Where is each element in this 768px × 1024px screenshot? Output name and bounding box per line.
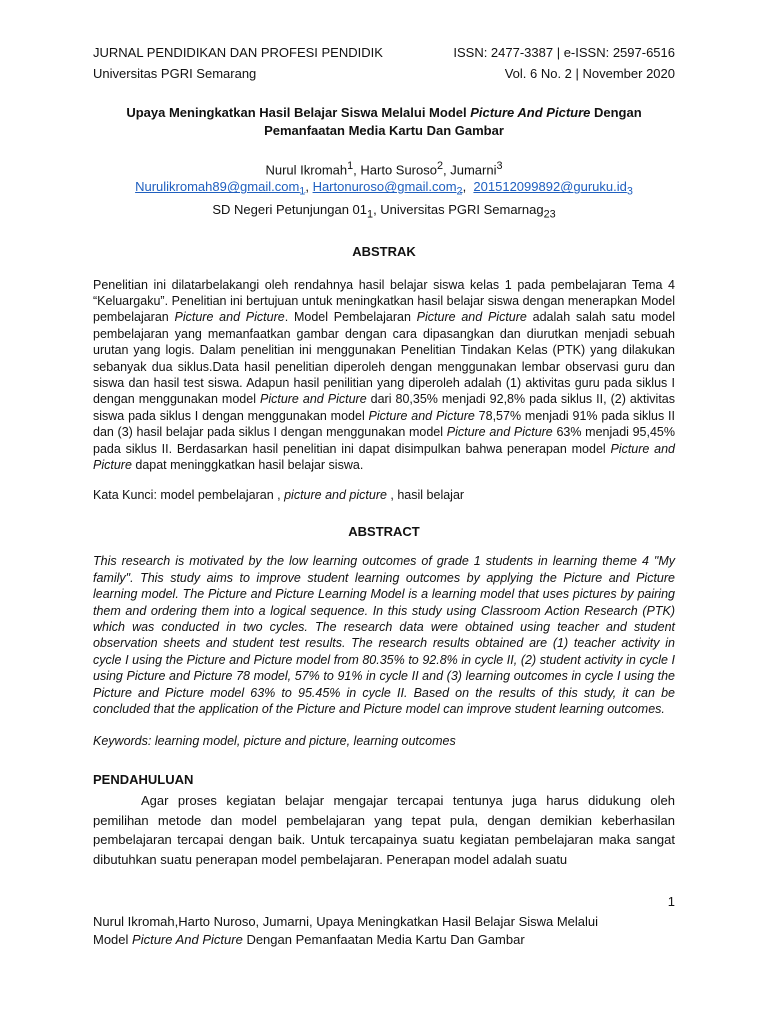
email-link-2[interactable]: Hartonuroso@gmail.com$_2$ (312, 179, 463, 198)
pendahuluan-heading: PENDAHULUAN (93, 772, 194, 788)
email-link-3[interactable]: $201512099892@guruku.id_3$ (473, 179, 633, 198)
author-sup: 2 (436, 160, 444, 172)
abstract-text: This research is motivated by the low learning outcomes of grade 1 students in learning theme 4 "My family". This study aims to improve student learning outcomes by applying the Picture and Picture learning model. The Picture and Picture Learning Model is a learning model that uses pictures by pairing them and ordering them into a logical sequence. In this study using Classroom Action Research (PTK) which was conducted in two cycles. The research data were obtained using teacher and student observation sheets and student test results. The research results obtained are (1) teacher activity in cycle I using the Picture and Picture model from 80.35% to 92.8% in cycle II, (2) student activity in cycle I using Picture and Picture 78 model, 57% to 91% in cycle II and (3) learning outcomes in cycle I using the Picture and Picture model 63% to 95.45% in cycle II. Based on the results of this study, it can be concluded that the application of the Picture and Picture model can improve student learning outcomes. (93, 554, 675, 717)
page (93, 0, 675, 869)
email-link-1[interactable]: Nurulikromah89@gmail.com$_1$ (135, 179, 306, 198)
title-line-2: Pemanfaatan Media Kartu Dan Gambar (264, 123, 504, 138)
pendahuluan-text: Agar proses kegiatan belajar mengajar tercapai tentunya juga harus didukung oleh pemilihan metode dan model pembelajaran yang tepat pula, dengan demikian keberhasilan pembelajaran tercapai dengan baik. Untuk tercapainya suatu kegiatan pembelajaran maka sangat dibutuhkan suatu penerapan model pembelajaran. Penerapan model adalah suatu (93, 793, 675, 867)
paper-title (93, 104, 675, 140)
keywords: Keywords: learning model, picture and picture, learning outcomes (93, 734, 456, 749)
affiliation-sub: 1 (367, 208, 374, 221)
page-number: 1 (667, 894, 675, 909)
abstrak-heading: ABSTRAK (352, 243, 416, 259)
footer-citation-1: Nurul Ikromah,Harto Nuroso, Jumarni, Upaya Meningkatkan Hasil Belajar Siswa Melalui (93, 914, 599, 929)
title-part: Upaya Meningkatkan Hasil Belajar Siswa Melalui Model (126, 105, 471, 120)
affiliation-sub: 23 (543, 208, 556, 221)
issn: ISSN: 2477-3387 | e-ISSN: 2597-6516 (453, 45, 675, 60)
affiliation-1: SD Negeri Petunjungan 01 (212, 201, 368, 217)
university: Universitas PGRI Semarang (93, 66, 257, 81)
authors (93, 158, 675, 178)
title-italic: Picture And Picture (470, 105, 591, 120)
volume: Vol. 6 No. 2 | November 2020 (504, 66, 675, 81)
journal-subheader-row (93, 63, 675, 84)
journal-header-row (93, 42, 675, 63)
emails: Nurulikromah89@gmail.com$_1$, Hartonuroso@gmail.com$_2$, $201512099892@guruku.id_3$ (135, 179, 633, 198)
author-1: Nurul Ikromah (265, 162, 348, 178)
affiliation (93, 201, 675, 224)
title-part: Dengan (590, 105, 642, 120)
footer-citation-2: Model Picture And Picture Dengan Pemanfaatan Media Kartu Dan Gambar (93, 932, 525, 947)
kata-kunci: Kata Kunci: model pembelajaran , picture and picture , hasil belajar (93, 488, 465, 503)
journal-name: JURNAL PENDIDIKAN DAN PROFESI PENDIDIK (93, 45, 383, 60)
abstrak-text: Penelitian ini dilatarbelakangi oleh rendahnya hasil belajar siswa kelas 1 pada pembelajaran Tema 4 “Keluargaku”. Penelitian ini bertujuan untuk meningkatkan hasil belajar siswa dengan menerapkan Model pembelajaran Picture and Picture. Model Pembelajaran Picture and Picture adalah salah satu model pembelajaran yang memanfaatkan gambar dengan cara dipasangkan dan diurutkan menjadi sebuah urutan yang logis. Dalam penelitian ini menggunakan Penelitian Tindakan Kelas (PTK) yang dilakukan sebanyak dua siklus.Data hasil penelitian diperoleh dengan menggunakan lembar observasi guru dan siswa dan hasil test siswa. Adapun hasil penilitian yang diperoleh adalah (1) aktivitas guru pada siklus I dengan menggunakan model Picture and Picture dari 80,35% menjadi 92,8% pada siklus II, (2) aktivitas siswa pada siklus I dengan menggunakan model Picture and Picture 78,57% menjadi 91% pada siklus II dan (3) hasil belajar pada siklus I dengan menggunakan model Picture and Picture 63% menjadi 95,45% pada siklus II. Berdasarkan hasil penelitian ini dapat disimpulkan bahwa penerapan model Picture and Picture dapat meninggkatkan hasil belajar siswa. (93, 277, 676, 472)
abstract-heading: ABSTRACT (348, 524, 420, 540)
author-sup: 3 (496, 160, 503, 172)
affiliation-2: , Universitas PGRI Semarnag (373, 201, 544, 217)
author-2: , Harto Suroso (353, 162, 437, 178)
page-footer (93, 893, 675, 949)
author-3: , Jumarni (443, 162, 497, 178)
author-sup: 1 (347, 160, 354, 172)
